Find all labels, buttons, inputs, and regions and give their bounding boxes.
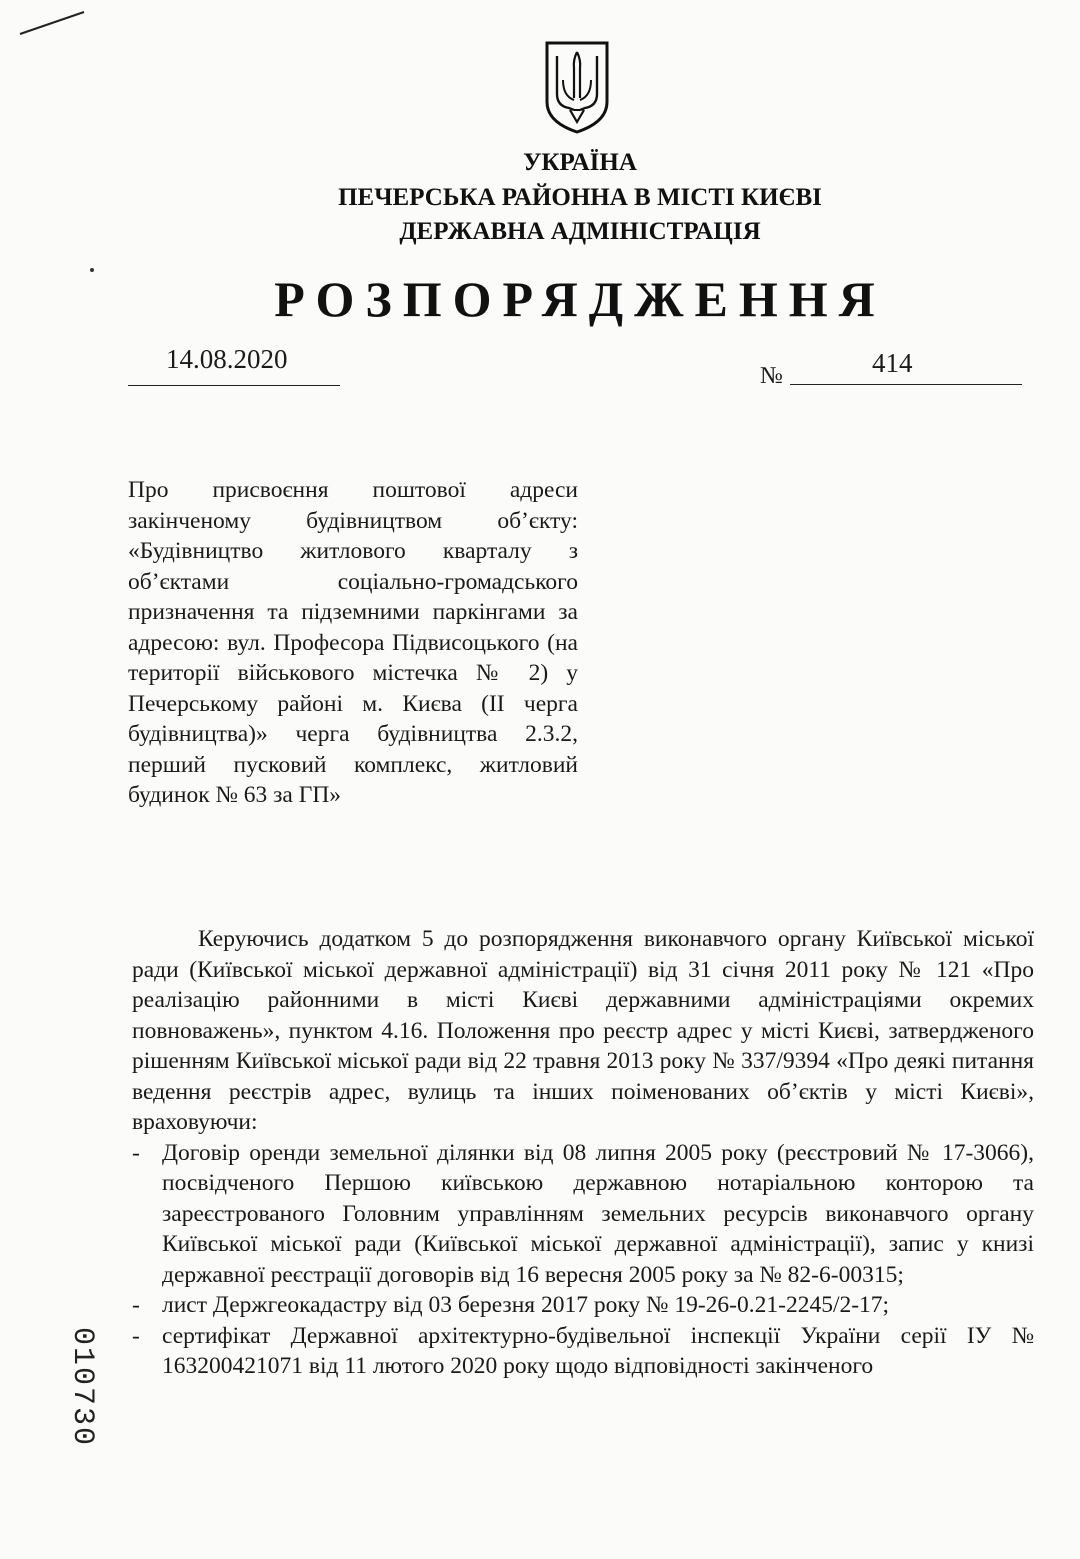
list-item-text: лист Держгеокадастру від 03 березня 2017 року № 19-26-0.21-2245/2-17; xyxy=(162,1292,890,1318)
order-subject: Про присвоєння поштової адреси закінченому будівництвом об’єкту: «Будівництво житлового кварталу з об’єктами соціально-громадського призначення та підземними паркінгами за адресою: вул. Професора Підвисоцького (на території військового містечка № 2) у Печерському районі м. Києва (ІІ черга будівництва)» черга будівництва 2.3.2, перший пусковий комплекс, житловий будинок № 63 за ГП» xyxy=(128,477,578,808)
trident-coat-of-arms-icon xyxy=(543,40,611,134)
order-body xyxy=(132,924,1034,1382)
order-number: 414 xyxy=(872,348,913,378)
serial-number-stamp xyxy=(62,1327,102,1450)
list-bullet: - xyxy=(132,1139,140,1166)
list-bullet: - xyxy=(132,1322,140,1349)
serial-number-text: 010730 xyxy=(65,1327,99,1448)
list-item-text: Договір оренди земельної ділянки від 08 липня 2005 року (реєстровий № 17-3066), посвідченого Першою київською державною нотаріальною конторою та зареєстрованого Головним управлінням земельних ресурсів виконавчого органу Київської міської ради (Київської міської державної адміністрації), запис у книзі державної реєстрації договорів від 16 вересня 2005 року за № 82-6-00315; xyxy=(162,1139,1034,1288)
list-item xyxy=(132,1321,1034,1382)
number-underline xyxy=(790,384,1022,385)
considerations-list xyxy=(132,1138,1034,1382)
authority-heading-line1: ПЕЧЕРСЬКА РАЙОННА В МІСТІ КИЄВІ xyxy=(338,184,822,211)
document-type-title: РОЗПОРЯДЖЕННЯ xyxy=(274,271,886,327)
authority-heading-line2: ДЕРЖАВНА АДМІНІСТРАЦІЯ xyxy=(399,218,761,245)
country-heading: УКРАЇНА xyxy=(523,149,637,176)
intro-paragraph: Керуючись додатком 5 до розпорядження виконавчого органу Київської міської ради (Київської міської державної адміністрації) від 31 січня 2011 року № 121 «Про реалізацію районними в місті Києві державними адміністраціями окремих повноважень», пунктом 4.16. Положення про реєстр адрес у місті Києві, затвердженого рішенням Київської міської ради від 22 травня 2013 року № 337/9394 «Про деякі питання ведення реєстрів адрес, вулиць та інших поіменованих об’єктів у місті Києві», враховуючи: xyxy=(132,926,1034,1135)
order-date: 14.08.2020 xyxy=(166,344,288,374)
list-item xyxy=(132,1138,1034,1291)
order-number-label: № xyxy=(760,363,783,389)
list-bullet: - xyxy=(132,1292,140,1318)
list-item-text: сертифікат Державної архітектурно-будівельної інспекції України серії ІУ № 163200421071 від 11 лютого 2020 року щодо відповідності закінченого xyxy=(162,1322,1034,1379)
date-underline xyxy=(128,385,340,386)
list-item xyxy=(132,1290,1034,1321)
pen-stroke-mark xyxy=(18,8,88,38)
